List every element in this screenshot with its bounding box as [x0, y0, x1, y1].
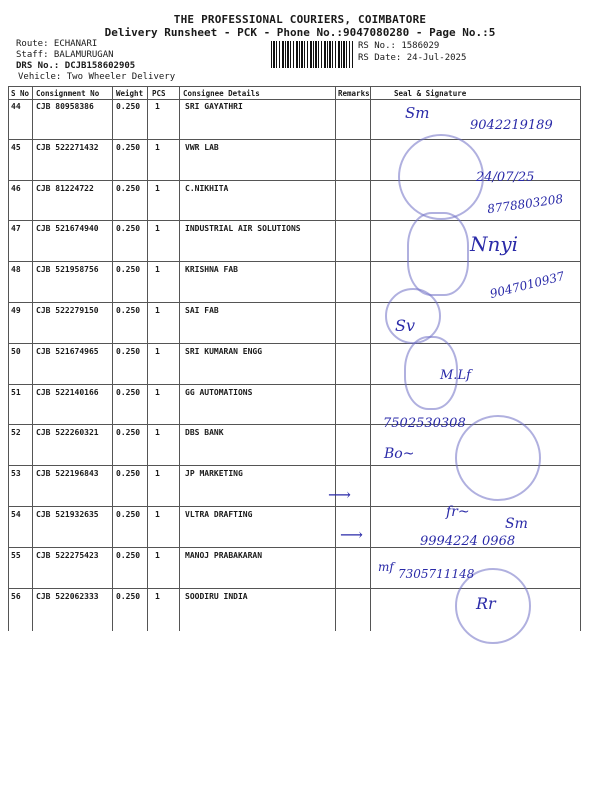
cell-consignment: CJB 522196843	[36, 469, 99, 479]
cell-pcs: 1	[155, 142, 160, 152]
signature-row-49: Sv	[395, 316, 415, 335]
cell-pcs: 1	[155, 591, 160, 601]
drs-number	[16, 61, 135, 71]
cell-weight: 0.250	[116, 183, 141, 193]
dbs-bank-stamp	[455, 415, 541, 501]
signature-row-56-initials: mf	[378, 560, 394, 574]
cell-consignee: SOODIRU INDIA	[185, 591, 248, 601]
barcode-image	[271, 41, 353, 68]
cell-sno: 49	[11, 306, 21, 315]
handwritten-date: 24/07/25	[476, 170, 535, 185]
cell-pcs: 1	[155, 550, 160, 560]
cell-consignment: CJB 522260321	[36, 428, 99, 438]
signature-row-47: Nnyi	[470, 232, 519, 256]
cell-consignment: CJB 521674965	[36, 346, 99, 356]
handwritten-phone-5: 9994224 0968	[420, 534, 516, 549]
cell-sno: 53	[11, 469, 21, 479]
row-divider	[8, 506, 581, 507]
cell-pcs: 1	[155, 306, 160, 315]
handwritten-phone-6: 7305711148	[398, 567, 475, 581]
cell-sno: 54	[11, 510, 21, 519]
cell-pcs: 1	[155, 102, 160, 111]
row-divider	[8, 139, 581, 140]
cell-consignment: CJB 521674940	[36, 224, 99, 234]
arrow-row-55: ⟶	[340, 525, 363, 544]
cell-weight: 0.250	[116, 428, 141, 438]
signature-row-54: fr~	[446, 504, 470, 520]
vwr-lab-stamp	[398, 134, 484, 220]
cell-weight: 0.250	[116, 102, 141, 111]
cell-pcs: 1	[155, 469, 160, 479]
cell-sno: 56	[11, 591, 21, 601]
cell-pcs: 1	[155, 510, 160, 519]
signature-row-50: M.Lf	[440, 368, 471, 383]
runsheet-table	[8, 86, 581, 631]
cell-consignment: CJB 522279150	[36, 306, 99, 315]
handwritten-phone-4: 7502530308	[383, 416, 466, 431]
row-divider	[8, 343, 581, 344]
cell-weight: 0.250	[116, 224, 141, 234]
cell-consignment: CJB 521932635	[36, 510, 99, 519]
cell-consignment: CJB 521958756	[36, 265, 99, 275]
handwritten-phone-3: 9047010937	[488, 268, 566, 302]
cell-weight: 0.250	[116, 387, 141, 397]
industrial-air-stamp	[407, 212, 469, 296]
cell-weight: 0.250	[116, 306, 141, 315]
cell-sno: 46	[11, 183, 21, 193]
runsheet-title: Delivery Runsheet - PCK - Phone No.:9047080280 - Page No.:5	[104, 26, 496, 39]
cell-sno: 51	[11, 387, 21, 397]
row-divider	[8, 220, 581, 221]
cell-pcs: 1	[155, 224, 160, 234]
cell-consignee: JP MARKETING	[185, 469, 243, 479]
cell-pcs: 1	[155, 428, 160, 438]
arrow-row-54: ⟶	[328, 485, 351, 504]
cell-sno: 52	[11, 428, 21, 438]
col-header-consignee: Consignee Details	[183, 89, 260, 98]
cell-sno: 55	[11, 550, 21, 560]
cell-weight: 0.250	[116, 346, 141, 356]
row-divider	[8, 302, 581, 303]
col-header-consignment: Consignment No	[36, 89, 100, 98]
cell-weight: 0.250	[116, 265, 141, 275]
signature-row-44: Sm	[405, 104, 430, 122]
cell-weight: 0.250	[116, 550, 141, 560]
cell-pcs: 1	[155, 346, 160, 356]
cell-consignee: SAI FAB	[185, 306, 219, 315]
drs-value: DCJB158602905	[64, 61, 136, 71]
rs-date: RS Date: 24-Jul-2025	[358, 53, 467, 63]
handwritten-phone-1: 9042219189	[470, 118, 553, 133]
cell-consignee: C.NIKHITA	[185, 183, 229, 193]
col-header-sno: S No	[11, 89, 30, 98]
cell-consignee: SRI KUMARAN ENGG	[185, 346, 263, 356]
col-header-pcs: PCS	[152, 89, 166, 98]
cell-sno: 48	[11, 265, 21, 275]
cell-sno: 45	[11, 142, 21, 152]
cell-weight: 0.250	[116, 469, 141, 479]
cell-weight: 0.250	[116, 510, 141, 519]
cell-consignee: MANOJ PRABAKARAN	[185, 550, 263, 560]
cell-consignment: CJB 522271432	[36, 142, 99, 152]
cell-weight: 0.250	[116, 591, 141, 601]
route-label: Route: ECHANARI	[16, 39, 98, 49]
signature-row-56: Rr	[476, 594, 496, 613]
cell-pcs: 1	[155, 183, 160, 193]
col-header-weight: Weight	[116, 89, 144, 98]
cell-consignee: DBS BANK	[185, 428, 224, 438]
staff-label: Staff: BALAMURUGAN	[16, 50, 114, 60]
handwritten-phone-2: 8778803208	[486, 191, 564, 217]
cell-consignee: KRISHNA FAB	[185, 265, 238, 275]
signature-row-55: Sm	[505, 516, 528, 532]
cell-consignee: VWR LAB	[185, 142, 219, 152]
cell-consignee: SRI GAYATHRI	[185, 102, 243, 111]
cell-consignment: CJB 81224722	[36, 183, 94, 193]
cell-consignment: CJB 522062333	[36, 591, 99, 601]
row-divider	[8, 261, 581, 262]
cell-consignment: CJB 522140166	[36, 387, 99, 397]
cell-consignee: INDUSTRIAL AIR SOLUTIONS	[185, 224, 301, 234]
cell-consignee: GG AUTOMATIONS	[185, 387, 253, 397]
company-title: THE PROFESSIONAL COURIERS, COIMBATORE	[173, 13, 427, 26]
cell-sno: 50	[11, 346, 21, 356]
vehicle-label: Vehicle: Two Wheeler Delivery	[18, 72, 176, 82]
cell-pcs: 1	[155, 387, 160, 397]
cell-sno: 47	[11, 224, 21, 234]
cell-consignment: CJB 522275423	[36, 550, 99, 560]
row-divider	[8, 384, 581, 385]
drs-label: DRS No.:	[16, 61, 60, 71]
col-header-remarks: Remarks	[338, 89, 370, 98]
cell-consignment: CJB 80958386	[36, 102, 94, 111]
cell-sno: 44	[11, 102, 21, 111]
cell-pcs: 1	[155, 265, 160, 275]
rs-number: RS No.: 1586029	[358, 41, 440, 51]
cell-weight: 0.250	[116, 142, 141, 152]
col-header-seal-signature: Seal & Signature	[394, 89, 467, 98]
signature-row-52: Bo~	[384, 446, 415, 462]
cell-consignee: VLTRA DRAFTING	[185, 510, 253, 519]
